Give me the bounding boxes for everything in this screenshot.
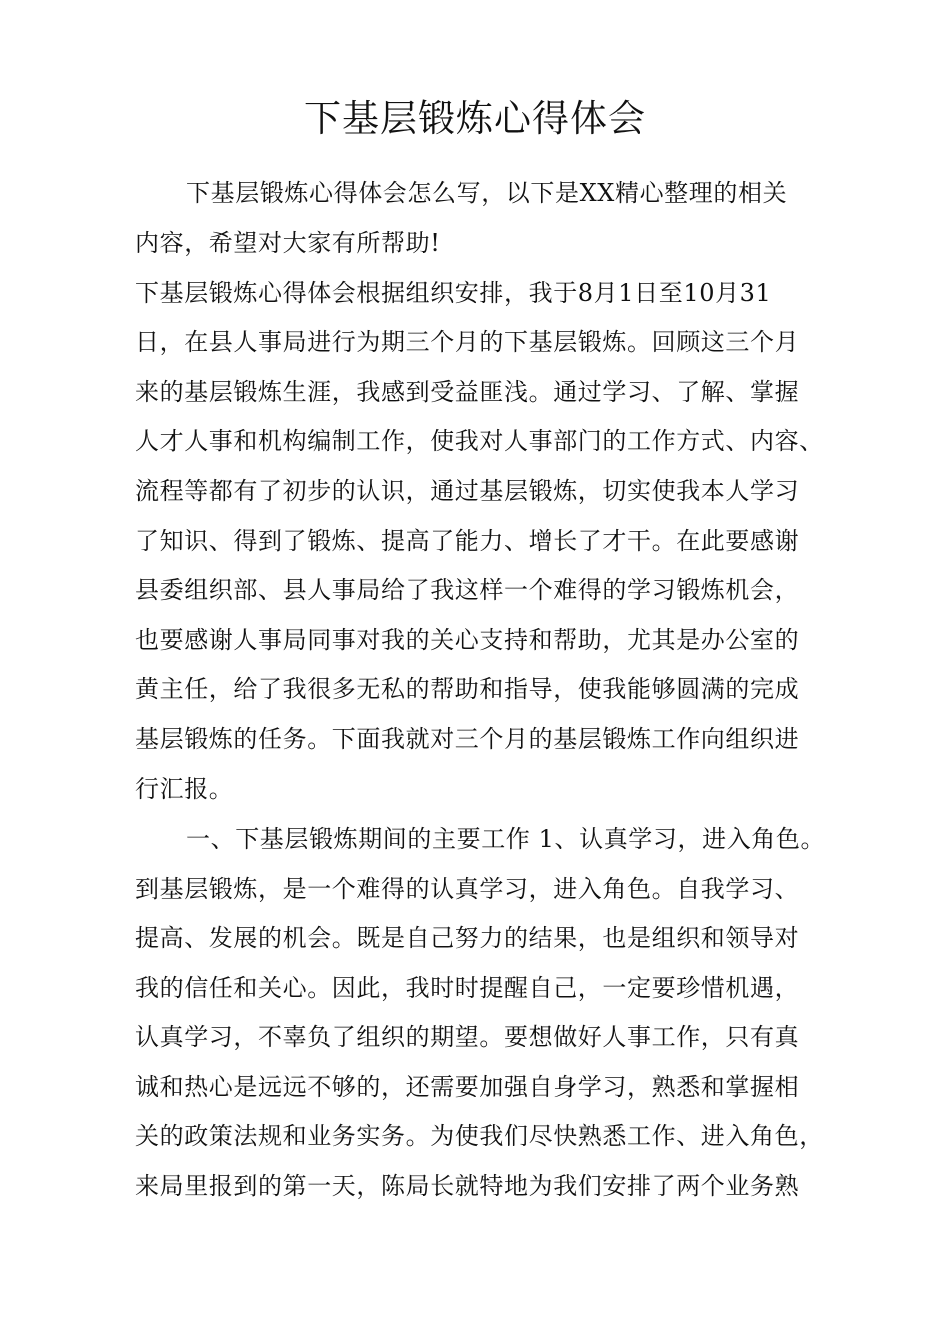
paragraph-line: 也要感谢人事局同事对我的关心支持和帮助，尤其是办公室的: [135, 626, 800, 654]
paragraph-line: 提高、发展的机会。既是自己努力的结果，也是组织和领导对: [135, 924, 800, 952]
paragraph-line: 黄主任，给了我很多无私的帮助和指导，使我能够圆满的完成: [135, 675, 800, 703]
paragraph-line: 基层锻炼的任务。下面我就对三个月的基层锻炼工作向组织进: [135, 725, 800, 753]
paragraph-line: 我的信任和关心。因此，我时时提醒自己，一定要珍惜机遇，: [135, 974, 800, 1002]
paragraph-line: 认真学习，不辜负了组织的期望。要想做好人事工作，只有真: [135, 1023, 800, 1051]
paragraph-line: 行汇报。: [135, 775, 234, 803]
paragraph-line: 人才人事和机构编制工作，使我对人事部门的工作方式、内容、: [135, 427, 824, 455]
paragraph-line: 到基层锻炼，是一个难得的认真学习，进入角色。自我学习、: [135, 875, 800, 903]
paragraph-line: 下基层锻炼心得体会怎么写，以下是XX精心整理的相关: [186, 179, 788, 207]
document-title: 下基层锻炼心得体会: [304, 97, 646, 140]
paragraph-line: 内容，希望对大家有所帮助!: [135, 229, 441, 257]
paragraph-line: 关的政策法规和业务实务。为使我们尽快熟悉工作、进入角色，: [135, 1122, 824, 1150]
paragraph-line: 下基层锻炼心得体会根据组织安排，我于8月1日至10月31: [135, 279, 772, 307]
paragraph-line: 一、下基层锻炼期间的主要工作 1、认真学习，进入角色。: [186, 825, 826, 853]
paragraph-line: 来局里报到的第一天，陈局长就特地为我们安排了两个业务熟: [135, 1172, 800, 1200]
paragraph-line: 来的基层锻炼生涯，我感到受益匪浅。通过学习、了解、掌握: [135, 378, 800, 406]
paragraph-line: 县委组织部、县人事局给了我这样一个难得的学习锻炼机会，: [135, 576, 800, 604]
paragraph-line: 流程等都有了初步的认识，通过基层锻炼，切实使我本人学习: [135, 477, 800, 505]
paragraph-line: 了知识、得到了锻炼、提高了能力、增长了才干。在此要感谢: [135, 527, 800, 555]
paragraph-line: 诚和热心是远远不够的，还需要加强自身学习，熟悉和掌握相: [135, 1073, 800, 1101]
paragraph-line: 日，在县人事局进行为期三个月的下基层锻炼。回顾这三个月: [135, 328, 800, 356]
